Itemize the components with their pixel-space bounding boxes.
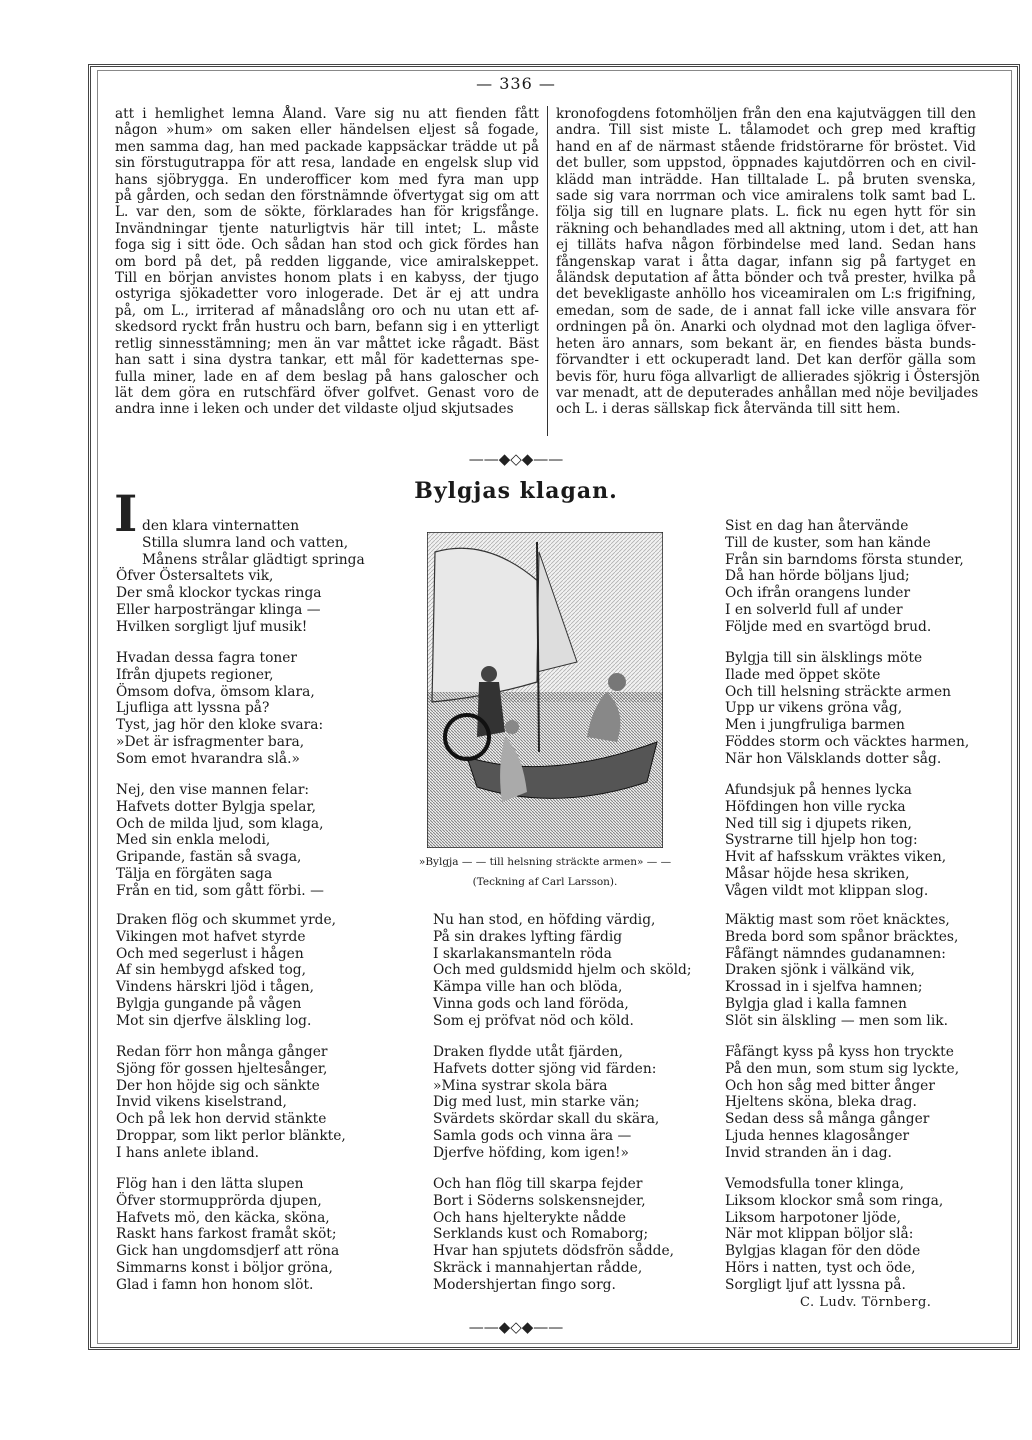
poem-line: Tälja en förgäten saga: [116, 865, 273, 882]
poem-line: Dig med lust, min starke vän;: [433, 1094, 640, 1111]
ornament-divider-top: ——◆◇◆——: [468, 450, 564, 468]
poem-stanza: [725, 650, 969, 768]
poem-stanza: [116, 912, 336, 1030]
poem-line: Till de kuster, som han kände: [725, 534, 931, 551]
prose-line: att i hemlighet lemna Åland. Vare sig nu att fienden fått: [115, 106, 539, 122]
poem-line: Öfver stormupprörda djupen,: [116, 1192, 322, 1209]
poem-line: Der hon höjde sig och sänkte: [116, 1077, 320, 1094]
poem-line: Bylgja glad i kalla famnen: [725, 995, 907, 1012]
poem-line: Draken flög och skummet yrde,: [116, 912, 337, 928]
poem-line: Sjöng för gossen hjeltesånger,: [116, 1060, 328, 1077]
poem-line: Från sin barndoms första stunder,: [725, 551, 964, 568]
poem-line: Som ej pröfvat nöd och köld.: [433, 1012, 634, 1029]
prose-column-left: [115, 106, 539, 418]
drop-cap: I: [114, 484, 138, 543]
poem-signature: C. Ludv. Törnberg.: [800, 1295, 932, 1310]
poem-line: Vemodsfulla toner klinga,: [725, 1176, 904, 1192]
poem-line: Mäktig mast som röet knäcktes,: [725, 912, 950, 928]
poem-line: I en solverld full af under: [725, 601, 903, 618]
poem-line: Som emot hvarandra slå.»: [116, 750, 300, 767]
poem-line: Ned till sig i djupets riken,: [725, 815, 912, 832]
prose-line: det buller, som uppstod, öppnades kajutdörren och en civil-: [556, 155, 976, 172]
poem-line: Bylgja till sin älsklings möte: [725, 650, 923, 666]
prose-line: andra. Till sist miste L. tålamodet och grep med kraftig: [556, 122, 976, 139]
poem-line: Fåfängt kyss på kyss hon tryckte: [725, 1044, 954, 1060]
poem-line: Gick han ungdomsdjerf att röna: [116, 1243, 340, 1260]
prose-line: foga sig i sitt öde. Och sådan han stod och gick fördes han: [115, 237, 539, 254]
ornament-divider-bottom: ——◆◇◆——: [468, 1318, 564, 1336]
poem-line: Bort i Söderns solskensnejder,: [433, 1192, 646, 1209]
poem-line: Och till helsning sträckte armen: [725, 683, 952, 700]
poem-line: Invid vikens kiselstrand,: [116, 1094, 287, 1111]
prose-line: följa sig till en lugnare plats. L. fick nu egen hytt för sin: [556, 204, 976, 221]
poem-line: Och på lek hon dervid stänkte: [116, 1111, 327, 1128]
poem-line: Ljuda hennes klagosånger: [725, 1127, 910, 1144]
poem-line: Tyst, jag hör den kloke svara:: [116, 717, 324, 734]
poem-line: Invid stranden än i dag.: [725, 1144, 892, 1161]
poem-line: Öfver Östersaltets vik,: [116, 568, 274, 585]
prose-line: L. var den, som de sökte, förklarades han för krigsfånge.: [115, 204, 539, 221]
poem-stanza: [433, 1176, 674, 1294]
poem-line: Och med guldsmidd hjelm och sköld;: [433, 962, 692, 979]
poem-stanza: [116, 518, 365, 636]
poem-line: Sedan dess så många gånger: [725, 1111, 930, 1128]
poem-line: Svärdets skördar skall du skära,: [433, 1111, 660, 1128]
poem-line: Och han flög till skarpa fejder: [433, 1176, 643, 1192]
column-divider: [547, 106, 548, 436]
poem-stanza: [725, 518, 964, 636]
poem-line: Afundsjuk på hennes lycka: [725, 782, 912, 798]
poem-line: Systrarne till hjelp hon tog:: [725, 832, 918, 849]
poem-line: Bylgja gungande på vågen: [116, 995, 302, 1012]
prose-line: fångenskap varat i åtta dagar, infann sig på fartyget en: [556, 253, 976, 270]
poem-line: Mot sin djerfve älskling log.: [116, 1012, 312, 1029]
poem-line: Sist en dag han återvände: [725, 518, 909, 534]
poem-line: Hafvets dotter Bylgja spelar,: [116, 798, 316, 815]
poem-line: Krossad in i sjelfva hamnen;: [725, 979, 923, 996]
poem-line: Föddes storm och väcktes harmen,: [725, 733, 970, 750]
prose-line: på, om L., irriterad af månadslång oro och nu utan ett af-: [115, 302, 539, 319]
poem-line: Ifrån djupets regioner,: [116, 666, 274, 683]
prose-line: om bord på det, på redden liggande, vice amiralskeppet.: [115, 253, 539, 270]
poem-line: Följde med en svartögd brud.: [725, 618, 932, 635]
poem-line: Sorgligt ljuf att lyssna på.: [725, 1276, 906, 1293]
poem-line: Der små klockor tyckas ringa: [116, 585, 322, 602]
poem-line: Hafvets dotter sjöng vid färden:: [433, 1060, 657, 1077]
poem-line: Raskt hans farkost framåt sköt;: [116, 1226, 337, 1243]
poem-line: Hjeltens sköna, bleka drag.: [725, 1094, 917, 1111]
poem-stanza: [725, 1044, 959, 1162]
prose-line: förvandter i ett ockuperadt land. Det kan derför gälla som: [556, 352, 976, 369]
poem-line: Nej, den vise mannen felar:: [116, 782, 310, 798]
prose-line: hans sjöbrygga. En underofficer kom med fyra man upp: [115, 171, 539, 188]
prose-line: retlig sinnesstämning; men än var måttet icke rågadt. Bäst: [115, 335, 539, 352]
poem-line: Ljufliga att lyssna på?: [116, 700, 270, 717]
poem-line: »Det är isfragmenter bara,: [116, 733, 305, 750]
poem-line: Och hon såg med bitter ånger: [725, 1077, 935, 1094]
prose-line: Invändningar tjente naturligtvis här till intet; L. måste: [115, 220, 539, 237]
prose-line: sade sig vara norrman och vice amiralens tolk samt bad L.: [556, 188, 976, 205]
poem-line: Med sin enkla melodi,: [116, 832, 271, 849]
illustration-caption: »Bylgja — — till helsning sträckte armen» — —: [418, 856, 672, 868]
prose-line: det bevekligaste anhöllo hos viceamiralen om L:s frigifning,: [556, 286, 976, 303]
poem-stanza: [116, 1176, 339, 1294]
poem-line: Hafvets mö, den käcka, sköna,: [116, 1209, 330, 1226]
poem-line: Nu han stod, en höfding värdig,: [433, 912, 656, 928]
poem-line: Skräck i mannahjertan rådde,: [433, 1259, 643, 1276]
poem-line: »Mina systrar skola bära: [433, 1077, 608, 1094]
poem-title: Bylgjas klagan.: [414, 478, 618, 504]
poem-line: Breda bord som spånor bräcktes,: [725, 928, 959, 945]
prose-line: ordningen på ön. Anarki och olydnad mot den lagliga öfver-: [556, 319, 976, 336]
poem-line: Hvadan dessa fagra toner: [116, 650, 298, 666]
prose-line: sin förstugutrappa för att resa, landade en engelsk slup vid: [115, 155, 539, 172]
poem-line: Af sin hembygd afsked tog,: [116, 962, 307, 979]
poem-line: Och hans hjelterykte nådde: [433, 1209, 627, 1226]
prose-line: men samma dag, han med packade kappsäckar trädde ut på: [115, 138, 539, 155]
poem-line: Och de milda ljud, som klaga,: [116, 815, 324, 832]
poem-line: Fåfängt nämndes gudanamnen:: [725, 945, 946, 962]
poem-line: Hvilken sorgligt ljuf musik!: [116, 618, 308, 635]
poem-line: Men i jungfruliga barmen: [725, 717, 905, 734]
poem-line: På sin drakes lyfting färdig: [433, 928, 623, 945]
prose-line: på gården, och sedan den förstnämnde öfvertygat sig om att: [115, 188, 539, 205]
poem-line: Ömsom dofva, ömsom klara,: [116, 683, 315, 700]
poem-line: Liksom klockor små som ringa,: [725, 1192, 944, 1209]
poem-line: Då han hörde böljans ljud;: [725, 568, 910, 585]
poem-stanza: [116, 1044, 346, 1162]
prose-line: kronofogdens fotomhöljen från den ena kajutväggen till den: [556, 106, 976, 122]
prose-line: åländsk deputation af åtta bönder och två prester, hvilka på: [556, 270, 976, 287]
prose-line: bevis för, huru föga allvarligt de allierades sjökrig i Östersjön: [556, 368, 980, 385]
poem-line: Flög han i den lätta slupen: [116, 1176, 304, 1192]
poem-line: Liksom harpotoner ljöde,: [725, 1209, 901, 1226]
prose-line: ostyriga sjökadetter voro inlogerade. Det är ej att undra: [115, 286, 539, 303]
poem-line: Draken flydde utåt fjärden,: [433, 1044, 623, 1060]
poem-line: Serklands kust och Romaborg;: [433, 1226, 649, 1243]
page-number: — 336 —: [476, 74, 556, 93]
poem-stanza: [433, 912, 692, 1030]
poem-stanza: [433, 1044, 659, 1162]
poem-line: Gripande, fastän så svaga,: [116, 849, 302, 866]
prose-line: emedan, som de sade, de i annat fall icke ville ansvara för: [556, 302, 976, 319]
poem-line: Hörs i natten, tyst och öde,: [725, 1259, 916, 1276]
poem-line: Hvar han spjutets dödsfrön sådde,: [433, 1243, 675, 1260]
poem-line: I hans anlete ibland.: [116, 1144, 260, 1161]
poem-line: När hon Välsklands dotter såg.: [725, 750, 942, 767]
prose-line: räkning och behandlades med all aktning, utom i det, att han: [556, 220, 979, 237]
poem-line: Hvit af hafsskum vräktes viken,: [725, 849, 947, 866]
prose-line: var menadt, att de deputerades anhållan med nöje beviljades: [556, 384, 979, 401]
boat-illustration: [427, 532, 663, 848]
poem-line: Redan förr hon många gånger: [116, 1044, 328, 1060]
poem-line: Ilade med öppet sköte: [725, 666, 881, 683]
poem-line: Och med segerlust i hågen: [116, 945, 304, 962]
poem-line: Månens strålar glädtigt springa: [142, 551, 365, 568]
poem-line: Glad i famn hon honom slöt.: [116, 1276, 314, 1293]
poem-stanza: [725, 1176, 943, 1294]
poem-line: Stilla slumra land och vatten,: [142, 534, 349, 551]
poem-line: Droppar, som likt perlor blänkte,: [116, 1127, 346, 1144]
prose-line: lät dem göra en rutschfärd öfver golfvet. Genast voro de: [115, 384, 539, 401]
prose-line: skedsord ryckt från hustru och barn, befann sig i en ytterligt: [115, 319, 539, 336]
poem-stanza: [116, 650, 323, 768]
prose-line: heten äro annars, som bekant är, en fiendes bästa bunds-: [556, 335, 976, 352]
poem-line: Djerfve höfding, kom igen!»: [433, 1144, 629, 1161]
poem-line: Kämpa ville han och blöda,: [433, 979, 623, 996]
poem-line: I skarlakansmanteln röda: [433, 945, 612, 962]
poem-line: Måsar höjde hesa skriken,: [725, 865, 910, 882]
prose-line: hand en af de närmast stående fridstörarne för bröstet. Vid: [556, 138, 976, 155]
prose-line: han satt i sina dystra tankar, ett mål för kadetternas spe-: [115, 352, 539, 369]
illustration-credit: (Teckning af Carl Larsson).: [472, 876, 618, 888]
poem-line: Höfdingen hon ville rycka: [725, 798, 906, 815]
prose-line: Till en början anvistes honom plats i en kabyss, der tjugo: [115, 270, 539, 287]
poem-line: Från en tid, som gått förbi. —: [116, 882, 324, 899]
poem-line: Simmarns konst i böljor gröna,: [116, 1259, 333, 1276]
prose-line: fulla miner, lade en af dem beslag på hans galoscher och: [115, 368, 539, 385]
poem-line: den klara vinternatten: [142, 518, 300, 534]
poem-line: Vindens härskri ljöd i tågen,: [116, 979, 314, 996]
prose-line: någon »hum» om saken eller händelsen eljest så fogade,: [115, 122, 539, 139]
prose-column-right: [556, 106, 980, 418]
poem-stanza: [725, 782, 946, 900]
poem-line: Samla gods och vinna ära —: [433, 1127, 632, 1144]
poem-line: När mot klippan böljor slå:: [725, 1226, 914, 1243]
prose-line: ej tilläts hafva någon förbindelse med land. Sedan hans: [556, 237, 976, 254]
poem-line: Vikingen mot hafvet styrde: [116, 928, 306, 945]
prose-line: och L. i deras sällskap fick återvända till sitt hem.: [556, 401, 901, 418]
poem-line: Vågen vildt mot klippan slog.: [725, 882, 929, 899]
poem-line: Och ifrån orangens lunder: [725, 585, 911, 602]
poem-line: Eller harposträngar klinga —: [116, 601, 321, 618]
poem-line: Upp ur vikens gröna våg,: [725, 700, 903, 717]
prose-line: andra inne i leken och under det vildaste oljud skjutsades: [115, 401, 514, 418]
poem-line: Slöt sin älskling — men som lik.: [725, 1012, 949, 1029]
poem-line: Bylgjas klagan för den döde: [725, 1243, 921, 1260]
poem-line: Draken sjönk i välkänd vik,: [725, 962, 915, 979]
poem-line: Vinna gods och land föröda,: [433, 995, 629, 1012]
poem-line: Modershjertan fingo sorg.: [433, 1276, 616, 1293]
poem-line: På den mun, som stum sig lyckte,: [725, 1060, 960, 1077]
prose-line: klädd man inträdde. Han tilltalade L. på bruten svenska,: [556, 171, 976, 188]
poem-stanza: [116, 782, 324, 900]
poem-stanza: [725, 912, 958, 1030]
